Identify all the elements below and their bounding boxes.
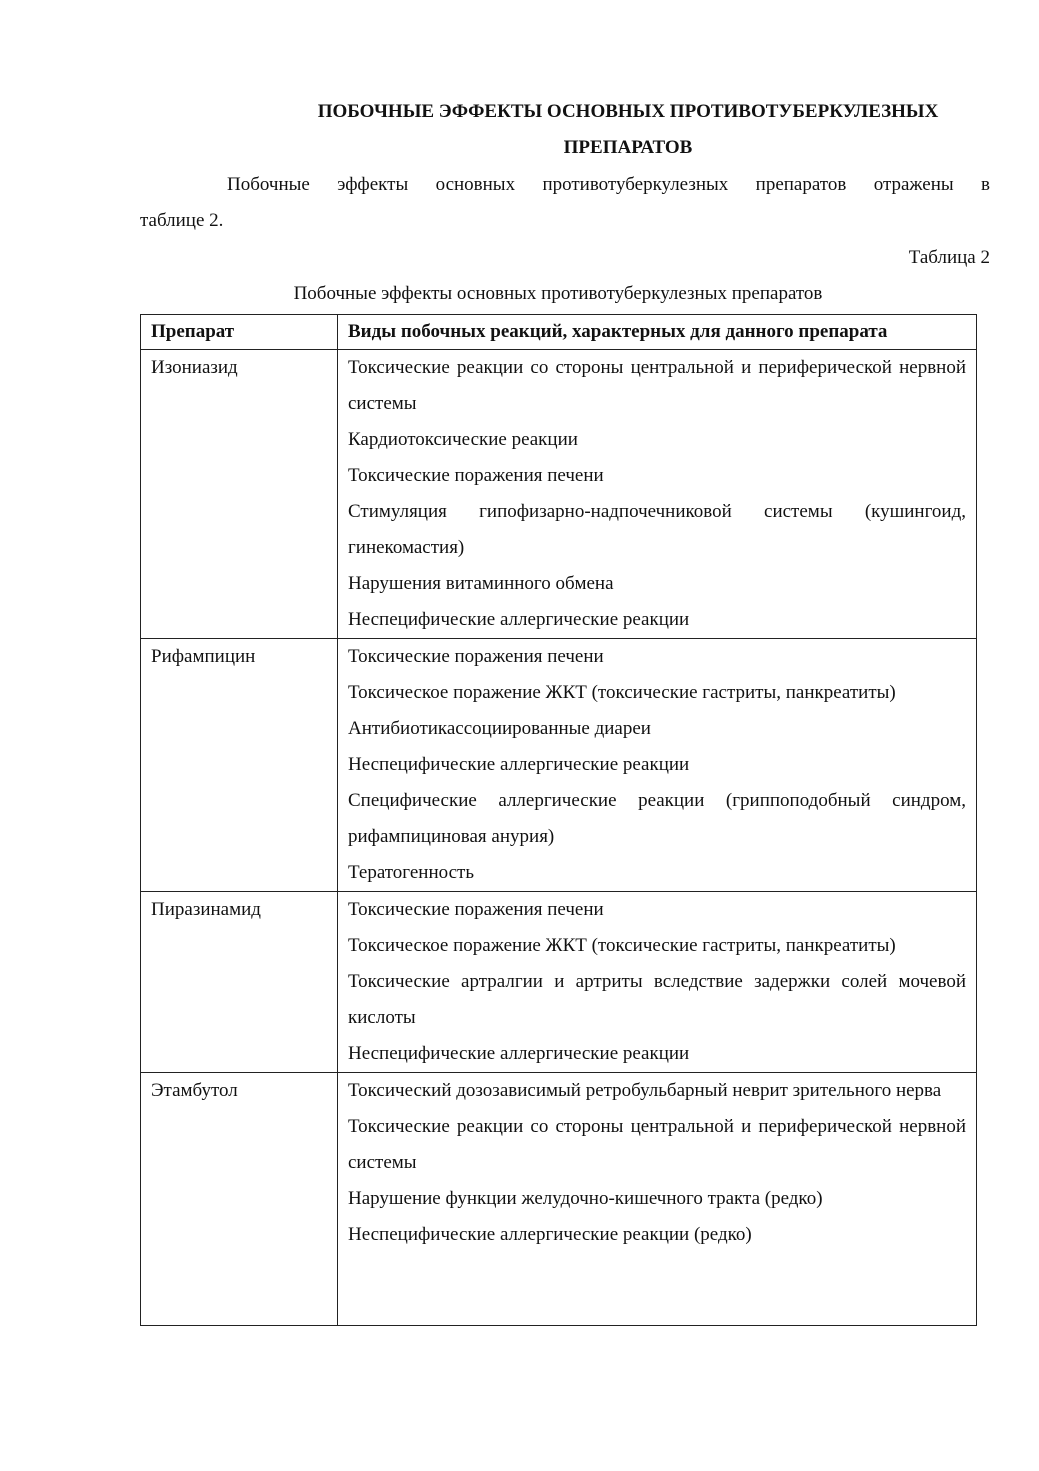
- effects-cell: [338, 639, 977, 892]
- intro-line-1: Побочные эффекты основных противотуберкулезных препаратов отражены в: [227, 174, 990, 195]
- header-effects: Виды побочных реакций, характерных для данного препарата: [338, 315, 977, 350]
- effects-cell: [338, 1073, 977, 1326]
- effect-item: Токсические поражения печени: [348, 899, 604, 920]
- effect-item: Неспецифические аллергические реакции (редко): [348, 1224, 752, 1245]
- document-title-line-2: ПРЕПАРАТОВ: [563, 137, 693, 158]
- effect-item: Токсические поражения печени: [348, 646, 604, 667]
- drug-name: Рифампицин: [141, 639, 338, 892]
- drug-name: Пиразинамид: [141, 892, 338, 1073]
- effect-item: Токсические реакции со стороны центральной и периферической нервной системы: [348, 1116, 966, 1173]
- effect-item: Тератогенность: [348, 862, 474, 883]
- effect-item: Неспецифические аллергические реакции: [348, 1043, 690, 1064]
- effect-item: Антибиотикассоциированные диареи: [348, 718, 651, 739]
- effect-item: Нарушение функции желудочно-кишечного тракта (редко): [348, 1188, 823, 1209]
- header-drug: Препарат: [141, 315, 338, 350]
- effect-item: Кардиотоксические реакции: [348, 429, 578, 450]
- table-row: [141, 639, 977, 892]
- effect-item: Нарушения витаминного обмена: [348, 573, 614, 594]
- effect-item: Неспецифические аллергические реакции: [348, 754, 690, 775]
- effect-item: Токсический дозозависимый ретробульбарный неврит зрительного нерва: [348, 1080, 942, 1101]
- effect-item: Токсическое поражение ЖКТ (токсические гастриты, панкреатиты): [348, 935, 896, 956]
- table-header-row: [141, 315, 977, 350]
- intro-line-2: таблице 2.: [140, 210, 224, 231]
- effect-item: Токсические реакции со стороны центральной и периферической нервной системы: [348, 357, 966, 414]
- effect-item: Токсические артралгии и артриты вследствие задержки солей мочевой кислоты: [348, 971, 966, 1028]
- effect-item: Стимуляция гипофизарно-надпочечниковой системы (кушингоид, гинекомастия): [348, 501, 966, 558]
- document-title-line-1: ПОБОЧНЫЕ ЭФФЕКТЫ ОСНОВНЫХ ПРОТИВОТУБЕРКУЛЕЗНЫХ: [317, 101, 939, 122]
- table-caption: Побочные эффекты основных противотуберкулезных препаратов: [293, 283, 823, 304]
- effect-item: Неспецифические аллергические реакции: [348, 609, 690, 630]
- intro-paragraph: [140, 167, 990, 239]
- table-row: [141, 1073, 977, 1326]
- effect-item: Токсические поражения печени: [348, 465, 604, 486]
- effects-cell: [338, 892, 977, 1073]
- table-row: [141, 892, 977, 1073]
- table-number: Таблица 2: [908, 247, 990, 268]
- drug-name: Изониазид: [141, 350, 338, 639]
- effect-item: Токсическое поражение ЖКТ (токсические гастриты, панкреатиты): [348, 682, 896, 703]
- drug-name: Этамбутол: [141, 1073, 338, 1326]
- table-row: [141, 350, 977, 639]
- effects-cell: [338, 350, 977, 639]
- side-effects-table: [140, 314, 977, 1326]
- effect-item: Специфические аллергические реакции (гриппоподобный синдром, рифампициновая анурия): [348, 790, 966, 847]
